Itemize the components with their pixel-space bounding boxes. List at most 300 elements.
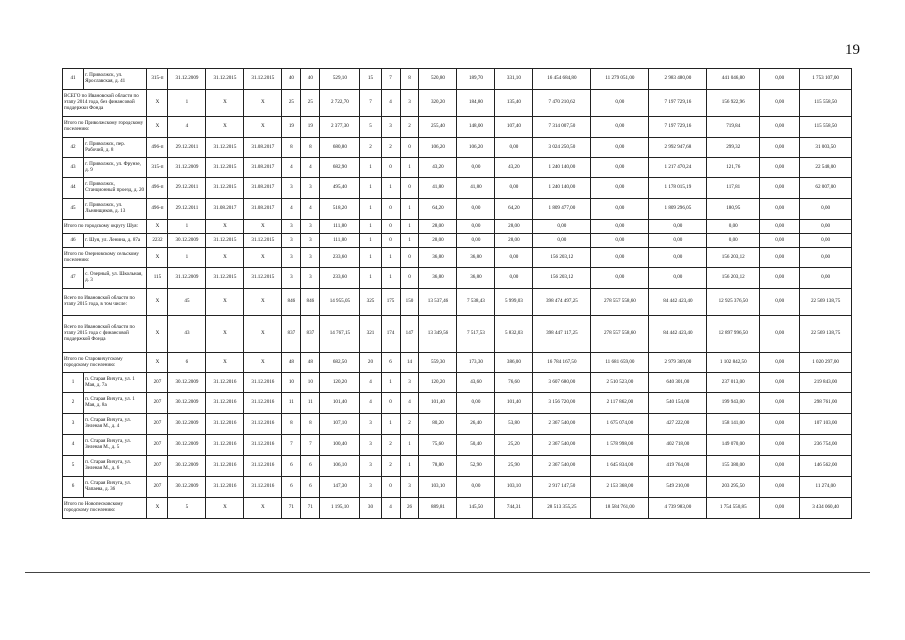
data-cell: 6 (168, 353, 206, 373)
data-cell: 6 (282, 456, 301, 477)
address-cell: п. Старая Вичуга, ул. Зеленая М., д. 4 (84, 414, 147, 435)
data-cell: 0,00 (457, 393, 495, 414)
data-cell: 0,00 (760, 199, 800, 220)
data-cell: 3 (400, 373, 419, 393)
data-cell: 75,60 (419, 435, 457, 456)
data-cell: 4 (301, 199, 320, 220)
table-row (63, 178, 852, 199)
data-cell: 889,81 (419, 498, 457, 519)
data-cell: 31.12.2016 (244, 373, 282, 393)
data-cell: 278 557 558,60 (591, 316, 649, 353)
data-cell: 0 (400, 268, 419, 289)
data-cell: 3 (301, 234, 320, 248)
data-cell: 7 (360, 90, 381, 117)
bottom-rule (25, 572, 870, 573)
data-cell: 0,00 (591, 158, 649, 178)
data-cell: 106,10 (320, 456, 360, 477)
table-body (63, 69, 852, 519)
table-row (63, 435, 852, 456)
data-cell: 26,40 (457, 414, 495, 435)
table-row (63, 199, 852, 220)
data-cell: 3 (360, 477, 381, 498)
data-cell: 7 470 210,62 (533, 90, 591, 117)
data-cell: 518,20 (320, 199, 360, 220)
data-cell: 7 (282, 435, 301, 456)
data-cell: 1 195,10 (320, 498, 360, 519)
data-cell: 43,20 (495, 158, 533, 178)
data-cell: 0,00 (760, 248, 800, 268)
data-cell: 15 (360, 69, 381, 90)
data-cell: 6 (282, 477, 301, 498)
data-cell: 8 (282, 138, 301, 158)
data-cell: 71 (301, 498, 320, 519)
data-cell: 13 537,46 (419, 289, 457, 316)
data-cell: 12 897 996,50 (707, 316, 760, 353)
total-label-cell: Итого по городскому округу Шуя: (63, 220, 147, 234)
data-cell: 11 (282, 393, 301, 414)
data-cell: 0,00 (591, 90, 649, 117)
total-row (63, 289, 852, 316)
data-cell: 7 (301, 435, 320, 456)
data-cell: 76,60 (495, 373, 533, 393)
data-cell: 0,00 (760, 316, 800, 353)
data-cell: 11 279 051,00 (591, 69, 649, 90)
data-cell: 8 (301, 414, 320, 435)
data-cell: 255,40 (419, 117, 457, 138)
data-cell: 3 (400, 90, 419, 117)
data-cell: 0,00 (760, 353, 800, 373)
data-cell: 640 301,00 (649, 373, 707, 393)
data-cell: 4 (301, 158, 320, 178)
table-row (63, 69, 852, 90)
data-cell: 398 447 117,25 (533, 316, 591, 353)
data-cell: 0,00 (649, 268, 707, 289)
data-cell: 1 809 477,00 (533, 199, 591, 220)
data-cell: 101,40 (419, 393, 457, 414)
data-cell: 3 (301, 268, 320, 289)
data-cell: 3 024 250,50 (533, 138, 591, 158)
data-cell: 207 (147, 456, 168, 477)
data-cell: 11 (301, 393, 320, 414)
data-cell: 184,80 (457, 90, 495, 117)
data-cell: 3 (301, 220, 320, 234)
data-cell: 207 (147, 477, 168, 498)
data-cell: 0,00 (457, 158, 495, 178)
row-number-cell: 2 (63, 393, 84, 414)
data-cell: 5 832,03 (495, 316, 533, 353)
data-cell: 0 (381, 220, 400, 234)
data-cell: 2 979 369,00 (649, 353, 707, 373)
data-cell: 496-п (147, 199, 168, 220)
data-cell: 1 (400, 220, 419, 234)
table-row (63, 393, 852, 414)
data-cell: 0 (400, 138, 419, 158)
data-cell: 0,00 (591, 220, 649, 234)
data-cell: 31 003,50 (800, 138, 852, 158)
table-row (63, 373, 852, 393)
data-cell: 2 722,70 (320, 90, 360, 117)
data-cell: 156 203,12 (533, 248, 591, 268)
data-cell: Х (206, 220, 244, 234)
data-cell: 62 007,00 (800, 178, 852, 199)
data-cell: 30.12.2009 (168, 414, 206, 435)
data-cell: 0,00 (760, 117, 800, 138)
data-cell: 402 718,00 (649, 435, 707, 456)
data-cell: 3 434 060,40 (800, 498, 852, 519)
data-cell: 147 (400, 316, 419, 353)
data-cell: Х (206, 248, 244, 268)
data-cell: 3 (360, 435, 381, 456)
data-cell: 41,80 (457, 178, 495, 199)
data-cell: 0,00 (760, 69, 800, 90)
data-cell: 100,40 (320, 435, 360, 456)
address-cell: п. Старая Вичуга, ул. 1 Мая, д. 8а (84, 393, 147, 414)
data-cell: 331,10 (495, 69, 533, 90)
row-number-cell: 41 (63, 69, 84, 90)
data-cell: 1 (381, 178, 400, 199)
data-cell: 427 222,00 (649, 414, 707, 435)
data-cell: 4 (381, 498, 400, 519)
data-cell: 31.12.2016 (244, 393, 282, 414)
data-cell: 1 (360, 178, 381, 199)
data-cell: 3 (360, 456, 381, 477)
data-cell: 107 103,00 (800, 414, 852, 435)
total-row (63, 220, 852, 234)
data-cell: 0,00 (800, 220, 852, 234)
data-cell: 559,30 (419, 353, 457, 373)
data-cell: 7 (381, 69, 400, 90)
data-cell: 0,00 (760, 268, 800, 289)
data-cell: 48 (301, 353, 320, 373)
data-cell: 496-п (147, 178, 168, 199)
data-cell: 2 992 947,68 (649, 138, 707, 158)
data-cell: 1 675 074,00 (591, 414, 649, 435)
data-cell: 14 767,15 (320, 316, 360, 353)
data-cell: 64,20 (495, 199, 533, 220)
data-cell: 1 240 140,00 (533, 158, 591, 178)
data-cell: 36,80 (457, 248, 495, 268)
data-cell: 120,20 (320, 373, 360, 393)
row-number-cell: 5 (63, 456, 84, 477)
data-cell: 31.12.2016 (244, 477, 282, 498)
data-cell: 31.12.2015 (206, 268, 244, 289)
data-cell: 106,20 (457, 138, 495, 158)
data-cell: 207 (147, 435, 168, 456)
data-cell: 22 569 138,75 (800, 316, 852, 353)
data-cell: 31.12.2016 (206, 435, 244, 456)
data-cell: 3 (282, 248, 301, 268)
data-cell: 398 474 497,25 (533, 289, 591, 316)
row-number-cell: 45 (63, 199, 84, 220)
data-cell: 40 (301, 69, 320, 90)
data-cell: 31.12.2009 (168, 158, 206, 178)
data-cell: 1 178 015,19 (649, 178, 707, 199)
data-cell: 4 (168, 117, 206, 138)
data-cell: 236 754,00 (800, 435, 852, 456)
data-cell: 28,00 (419, 220, 457, 234)
row-number-cell: 47 (63, 268, 84, 289)
data-cell: 31.12.2016 (206, 456, 244, 477)
data-cell: 31.12.2016 (244, 435, 282, 456)
data-cell: 20 (360, 353, 381, 373)
data-cell: 0,00 (707, 234, 760, 248)
data-cell: 0,00 (457, 234, 495, 248)
data-cell: 28,00 (495, 234, 533, 248)
total-label-cell: Итого по Новопесковскому городскому поселению: (63, 498, 147, 519)
row-number-cell: 1 (63, 373, 84, 393)
data-cell: Х (244, 117, 282, 138)
data-cell: 31.12.2016 (244, 456, 282, 477)
data-cell: Х (206, 117, 244, 138)
data-cell: 28,00 (419, 234, 457, 248)
address-cell: г. Приволжск, ул. Льнянщиков, д. 13 (84, 199, 147, 220)
data-cell: 120,20 (419, 373, 457, 393)
data-cell: 174 (381, 316, 400, 353)
data-cell: 30 (360, 498, 381, 519)
data-cell: 41,80 (419, 178, 457, 199)
data-cell: 14 (400, 353, 419, 373)
data-cell: 419 764,00 (649, 456, 707, 477)
row-number-cell: 46 (63, 234, 84, 248)
data-cell: 2 367 540,00 (533, 414, 591, 435)
data-cell: 31.12.2016 (206, 393, 244, 414)
data-cell: 8 (400, 69, 419, 90)
data-cell: 3 (301, 248, 320, 268)
data-cell: 207 (147, 373, 168, 393)
total-row (63, 117, 852, 138)
data-cell: 115 558,50 (800, 90, 852, 117)
data-cell: 680,80 (320, 138, 360, 158)
data-cell: 7 517,53 (457, 316, 495, 353)
data-cell: 0 (381, 393, 400, 414)
data-cell: 16 784 167,50 (533, 353, 591, 373)
data-cell: 31.12.2015 (244, 69, 282, 90)
data-cell: 107,40 (495, 117, 533, 138)
data-cell: 36,80 (419, 268, 457, 289)
total-label-cell: Всего по Ивановской области по этапу 2015 года, в том числе: (63, 289, 147, 316)
address-cell: с. Озерный, ул. Школьная, д. 3 (84, 268, 147, 289)
data-cell: 846 (301, 289, 320, 316)
data-cell: 199 943,00 (707, 393, 760, 414)
data-cell: 52,90 (457, 456, 495, 477)
data-cell: 0,00 (495, 138, 533, 158)
data-cell: 156 203,12 (707, 248, 760, 268)
data-cell: 0,00 (800, 234, 852, 248)
data-cell: Х (244, 90, 282, 117)
data-cell: 1 (400, 199, 419, 220)
data-cell: 25,20 (495, 435, 533, 456)
data-cell: 1 (381, 373, 400, 393)
data-cell: 22 548,00 (800, 158, 852, 178)
data-cell: 26 (400, 498, 419, 519)
data-cell: 148,00 (457, 117, 495, 138)
address-cell: п. Старая Вичуга, ул. Чапаева, д. 36 (84, 477, 147, 498)
data-cell: 2 367 540,00 (533, 435, 591, 456)
total-label-cell: Итого по Старовичугскому городскому поселению: (63, 353, 147, 373)
table-row (63, 456, 852, 477)
data-cell: 278 557 558,60 (591, 289, 649, 316)
data-cell: 0,00 (760, 220, 800, 234)
data-cell: 2 117 862,00 (591, 393, 649, 414)
data-cell: 4 (381, 90, 400, 117)
data-cell: 7 197 729,16 (649, 90, 707, 117)
total-row (63, 353, 852, 373)
data-cell: 0 (381, 477, 400, 498)
data-cell: 2 (381, 435, 400, 456)
data-cell: 0,00 (760, 456, 800, 477)
data-cell: 0,00 (591, 248, 649, 268)
address-cell: г. Приволжск, пер. Рабочий, д. 8 (84, 138, 147, 158)
data-cell: 3 (301, 178, 320, 199)
data-cell: 28,00 (495, 220, 533, 234)
data-cell: 0,00 (760, 289, 800, 316)
data-cell: 0 (400, 178, 419, 199)
data-cell: 31.12.2015 (244, 268, 282, 289)
table-row (63, 158, 852, 178)
data-cell: 0,00 (800, 199, 852, 220)
data-cell: 180,95 (707, 199, 760, 220)
data-cell: 0,00 (591, 199, 649, 220)
table-row (63, 477, 852, 498)
data-cell: 111,80 (320, 220, 360, 234)
data-cell: 45 (168, 289, 206, 316)
data-cell: 2 917 147,50 (533, 477, 591, 498)
data-cell: 16 454 684,80 (533, 69, 591, 90)
data-cell: 207 (147, 414, 168, 435)
data-cell: 84 442 423,40 (649, 316, 707, 353)
data-cell: 115 558,50 (800, 117, 852, 138)
data-cell: 1 (360, 234, 381, 248)
data-cell: 31.08.2017 (244, 199, 282, 220)
data-cell: Х (147, 117, 168, 138)
data-cell: 0,00 (649, 234, 707, 248)
data-cell: 5 (360, 117, 381, 138)
table-row (63, 234, 852, 248)
data-cell: Х (206, 353, 244, 373)
data-cell: 0,00 (591, 138, 649, 158)
data-cell: 25 (282, 90, 301, 117)
data-cell: 320,20 (419, 90, 457, 117)
data-cell: 6 (381, 353, 400, 373)
row-number-cell: 42 (63, 138, 84, 158)
row-number-cell: 6 (63, 477, 84, 498)
data-cell: 1 (400, 456, 419, 477)
data-cell: 6 (301, 456, 320, 477)
data-cell: 18 584 761,00 (591, 498, 649, 519)
total-row (63, 248, 852, 268)
data-cell: 520,80 (419, 69, 457, 90)
data-cell: 31.12.2016 (244, 414, 282, 435)
data-cell: Х (244, 316, 282, 353)
data-cell: 135,40 (495, 90, 533, 117)
data-cell: 80,20 (419, 414, 457, 435)
address-cell: п. Старая Вичуга, ул. Зеленая М., д. 6 (84, 456, 147, 477)
data-cell: 53,80 (495, 414, 533, 435)
data-cell: 0,00 (760, 373, 800, 393)
data-cell: 11 681 659,00 (591, 353, 649, 373)
data-cell: 50,40 (457, 435, 495, 456)
data-cell: 31.12.2009 (168, 268, 206, 289)
data-cell: 1 753 107,00 (800, 69, 852, 90)
data-cell: 1 (360, 268, 381, 289)
row-number-cell: 3 (63, 414, 84, 435)
data-cell: 1 102 842,50 (707, 353, 760, 373)
data-cell: Х (147, 220, 168, 234)
data-cell: 0,00 (800, 248, 852, 268)
data-cell: 4 (360, 373, 381, 393)
data-cell: 103,10 (495, 477, 533, 498)
data-cell: 0,00 (495, 248, 533, 268)
data-cell: 117,81 (707, 178, 760, 199)
data-cell: Х (244, 220, 282, 234)
data-cell: 31.12.2015 (244, 234, 282, 248)
data-cell: 43 (168, 316, 206, 353)
data-cell: 31.12.2016 (206, 373, 244, 393)
data-cell: 321 (360, 316, 381, 353)
data-cell: 43,20 (419, 158, 457, 178)
data-cell: 189,70 (457, 69, 495, 90)
data-cell: Х (244, 498, 282, 519)
data-cell: 0,00 (649, 248, 707, 268)
data-cell: 36,80 (419, 248, 457, 268)
data-cell: 2 153 368,00 (591, 477, 649, 498)
data-cell: Х (147, 248, 168, 268)
data-cell: 1 (360, 220, 381, 234)
data-cell: 4 (282, 158, 301, 178)
total-label-cell: Всего по Ивановской области по этапу 2015 года с финансовой поддержкой Фонда (63, 316, 147, 353)
data-cell: 4 (360, 393, 381, 414)
data-cell: 3 (282, 178, 301, 199)
data-cell: Х (147, 498, 168, 519)
data-cell: 207 (147, 393, 168, 414)
data-cell: 0,00 (457, 220, 495, 234)
data-cell: 219 843,00 (800, 373, 852, 393)
data-cell: 744,31 (495, 498, 533, 519)
data-cell: 30.12.2009 (168, 393, 206, 414)
data-cell: 529,10 (320, 69, 360, 90)
data-cell: 1 (400, 234, 419, 248)
data-cell: 13 349,56 (419, 316, 457, 353)
data-cell: 1 754 550,85 (707, 498, 760, 519)
data-cell: 84 442 423,40 (649, 289, 707, 316)
data-cell: 0,00 (760, 138, 800, 158)
data-cell: 1 (360, 248, 381, 268)
data-cell: 1 (168, 248, 206, 268)
data-cell: 3 (381, 117, 400, 138)
data-cell: 315-п (147, 158, 168, 178)
data-cell: 22 569 138,75 (800, 289, 852, 316)
data-cell: Х (206, 316, 244, 353)
data-cell: Х (244, 289, 282, 316)
data-cell: 31.12.2015 (206, 178, 244, 199)
data-cell: 3 (282, 268, 301, 289)
address-cell: г. Приволжск, ул. Фрунзе, д. 9 (84, 158, 147, 178)
data-cell: 64,20 (419, 199, 457, 220)
data-cell: 0,00 (457, 477, 495, 498)
data-cell: 29.12.2011 (168, 199, 206, 220)
data-cell: 0,00 (533, 220, 591, 234)
row-number-cell: 44 (63, 178, 84, 199)
data-cell: 0,00 (495, 268, 533, 289)
data-cell: 496-п (147, 138, 168, 158)
data-cell: 1 809 296,05 (649, 199, 707, 220)
data-cell: 1 (168, 220, 206, 234)
data-cell: 325 (360, 289, 381, 316)
data-cell: 31.08.2017 (206, 199, 244, 220)
data-cell: 1 (400, 158, 419, 178)
data-cell: 315-п (147, 69, 168, 90)
data-cell: 540 154,00 (649, 393, 707, 414)
